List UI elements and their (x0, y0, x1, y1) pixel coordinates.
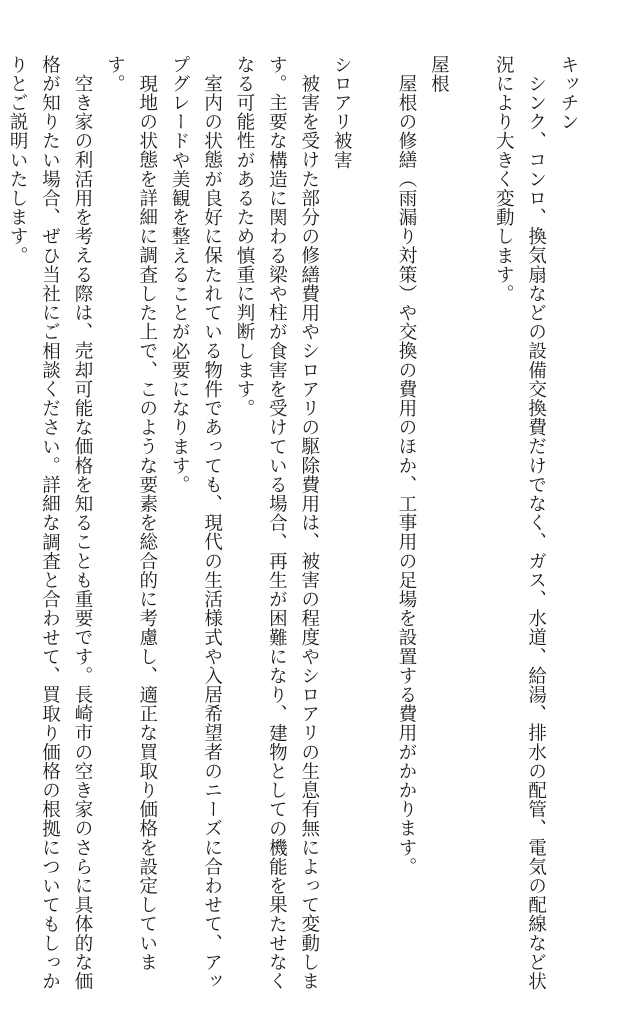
paragraph-kitchen: シンク、コンロ、換気扇などの設備交換費だけでなく、ガス、水道、給湯、排水の配管、電気の配線など状況により大きく変動します。 (493, 55, 547, 991)
blank-line (454, 55, 486, 995)
section-heading-roof: 屋根 (428, 55, 450, 94)
blank-line (357, 55, 389, 995)
paragraph-consultation: 空き家の利活用を考える際は、売却可能な価格を知ることも重要です。長崎市の空き家のさらに具体的な価格が知りたい場合、ぜひ当社にご相談ください。詳細な調査と合わせて、買取り価格の根拠についてもしっかりとご説明いたします。 (7, 55, 93, 991)
paragraph-termite-damage: 被害を受けた部分の修繕費用やシロアリの駆除費用は、被害の程度やシロアリの生息有無によって変動します。主要な構造に関わる梁や柱が食害を受けている場合、再生が困難になり、建物としての機能を果たせなくなる可能性があるため慎重に判断します。 (233, 55, 320, 991)
section-heading-termite: シロアリ被害 (331, 55, 353, 170)
vertical-text-body (1, 55, 584, 995)
paragraph-price-setting: 現地の状態を詳細に調査した上で、このような要素を総合的に考慮し、適正な買取り価格を設定しています。 (104, 55, 158, 972)
section-heading-kitchen: キッチン (558, 55, 579, 132)
paragraph-interior-condition: 室内の状態が良好に保たれている物件であっても、現代の生活様式や入居希望者のニーズに合わせて、アップグレードや美観を整えることが必要になります。 (169, 55, 223, 991)
paragraph-roof: 屋根の修繕（雨漏り対策）や交換の費用のほか、工事用の足場を設置する費用がかかります。 (395, 73, 417, 876)
